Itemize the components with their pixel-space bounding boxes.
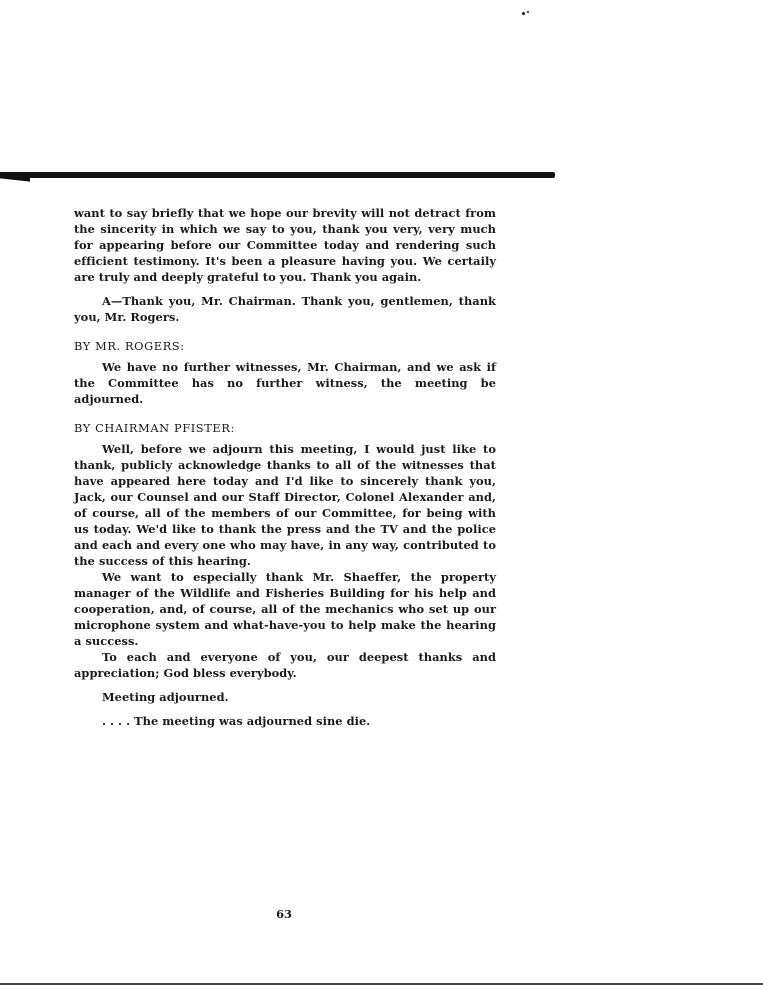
paragraph-thanks-shaeffer: We want to especially thank Mr. Shaeffer, the property manager of the Wildlife and Fisheries Building for his help and cooperation, and, of course, all of the mechanics who set up our microphone system and what-have-you to help make the hearing a success.	[74, 570, 496, 648]
paragraph-no-further-witnesses: We have no further witnesses, Mr. Chairman, and we ask if the Committee has no further witness, the meeting be adjourned.	[74, 360, 496, 406]
paragraph-appreciation: To each and everyone of you, our deepest thanks and appreciation; God bless everybody.	[74, 650, 496, 680]
paragraph-witness-reply: A—Thank you, Mr. Chairman. Thank you, gentlemen, thank you, Mr. Rogers.	[74, 294, 496, 324]
speaker-heading-pfister: BY CHAIRMAN PFISTER:	[74, 421, 235, 435]
paragraph-closing-remarks: want to say briefly that we hope our brevity will not detract from the sincerity in which we say to you, thank you very, very much for appearing before our Committee today and rendering such efficient testimony. It's been a pleasure having you. We certaily are truly and deeply grateful to you. Thank you again.	[74, 206, 496, 284]
paragraph-acknowledgements: Well, before we adjourn this meeting, I would just like to thank, publicly acknowledge thanks to all of the witnesses that have appeared here today and I'd like to sincerely thank you, Jack, our Counsel and our Staff Director, Colonel Alexander and, of course, all of the members of our Committee, for being with us today. We'd like to thank the press and the TV and the police and each and every one who may have, in any way, contributed to the success of this hearing.	[74, 442, 496, 568]
page-number: 63	[276, 907, 292, 921]
scan-speck	[522, 12, 525, 15]
scan-speck	[527, 11, 529, 13]
body-text	[74, 205, 496, 729]
header-rule	[0, 172, 555, 178]
paragraph-meeting-adjourned: Meeting adjourned.	[102, 690, 229, 704]
speaker-heading-rogers: BY MR. ROGERS:	[74, 339, 185, 353]
paragraph-sine-die: . . . . The meeting was adjourned sine die.	[102, 714, 371, 728]
footer-rule	[0, 983, 763, 985]
